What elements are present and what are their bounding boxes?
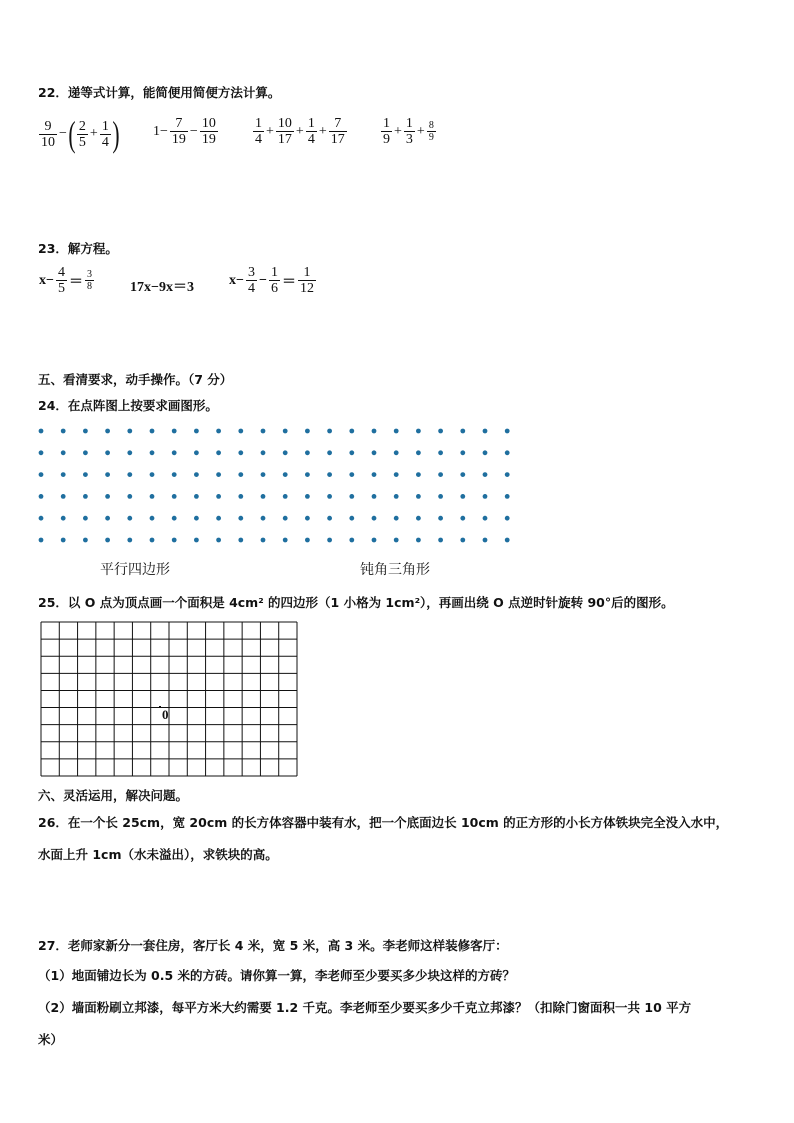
grid-dot	[305, 516, 310, 521]
grid-dot	[127, 516, 132, 521]
grid-dot	[460, 450, 465, 455]
grid-dot	[438, 494, 443, 499]
grid-dot	[394, 516, 399, 521]
grid-dot	[283, 516, 288, 521]
grid-dot	[150, 472, 155, 477]
grid-dot	[172, 450, 177, 455]
grid-dot	[261, 472, 266, 477]
grid-dot	[438, 450, 443, 455]
grid-dot	[127, 450, 132, 455]
grid-dot	[127, 538, 132, 543]
grid-dot	[261, 494, 266, 499]
grid-dot	[105, 472, 110, 477]
grid-dot	[261, 538, 266, 543]
grid-dot	[394, 429, 399, 434]
grid-dot	[372, 494, 377, 499]
q22-expr-2: 1− $\frac{7}{19}$ − $\frac{10}{19}$	[153, 116, 216, 147]
q27-line-4: 米）	[38, 1032, 64, 1047]
grid-dot	[261, 516, 266, 521]
q23-title: 23．解方程。	[38, 241, 118, 256]
q24-title: 24．在点阵图上按要求画图形。	[38, 398, 218, 413]
grid-dot	[39, 494, 44, 499]
grid-dot	[61, 472, 66, 477]
grid-dot	[83, 450, 88, 455]
grid-dot	[394, 472, 399, 477]
grid-dot	[483, 538, 488, 543]
grid-dot	[127, 472, 132, 477]
grid-dot	[438, 472, 443, 477]
grid-dot	[483, 494, 488, 499]
grid-dot	[416, 516, 421, 521]
grid-dot	[194, 450, 199, 455]
grid-dot	[194, 538, 199, 543]
grid-dot	[238, 450, 243, 455]
q25-title: 25．以 O 点为顶点画一个面积是 4cm² 的四边形（1 小格为 1cm²），再画出绕 O 点逆时针旋转 90°后的图形。	[38, 595, 674, 610]
grid-dot	[216, 538, 221, 543]
grid-dot	[372, 472, 377, 477]
grid-dot	[327, 450, 332, 455]
grid-dot	[150, 538, 155, 543]
point-o	[159, 706, 161, 708]
grid-dot	[39, 450, 44, 455]
grid-dot	[61, 494, 66, 499]
grid-dot	[238, 494, 243, 499]
grid-dot	[505, 538, 510, 543]
section-5-heading: 五、看清要求，动手操作。（7 分）	[38, 372, 233, 387]
grid-dot	[61, 429, 66, 434]
grid-dot	[283, 472, 288, 477]
grid-dot	[305, 450, 310, 455]
grid-dot	[483, 429, 488, 434]
grid-dot	[39, 516, 44, 521]
grid-dot	[327, 472, 332, 477]
grid-dot	[349, 516, 354, 521]
grid-dot	[216, 450, 221, 455]
grid-dot	[39, 538, 44, 543]
grid-dot	[105, 429, 110, 434]
grid-dot	[283, 429, 288, 434]
grid-dot	[216, 472, 221, 477]
grid-dot	[172, 472, 177, 477]
grid-dot	[238, 516, 243, 521]
label-obtuse-triangle: 钝角三角形	[360, 562, 430, 578]
grid-dot	[305, 538, 310, 543]
q26-line-2: 水面上升 1cm（水未溢出），求铁块的高。	[38, 847, 278, 862]
grid-dot	[61, 450, 66, 455]
grid-dot	[238, 429, 243, 434]
grid-dot	[61, 538, 66, 543]
grid-dot	[127, 429, 132, 434]
grid-dot	[416, 472, 421, 477]
q22-expr-3: $\frac{1}{4}$ + $\frac{10}{17}$ + $\frac{1}{4}$ + $\frac{7}{17}$	[255, 116, 345, 147]
grid-dot	[483, 516, 488, 521]
grid-dot	[83, 472, 88, 477]
grid-dot	[349, 538, 354, 543]
grid-dot	[460, 472, 465, 477]
grid-dot	[150, 494, 155, 499]
grid-dot	[394, 494, 399, 499]
grid-dot	[438, 538, 443, 543]
grid-dot	[105, 494, 110, 499]
grid-dot	[216, 516, 221, 521]
q22-expr-1: $\frac{9}{10}$ −( $\frac{2}{5}$ + $\frac{1}{4}$ )	[41, 114, 120, 154]
grid-dot	[438, 516, 443, 521]
grid-dot	[416, 538, 421, 543]
grid-dot	[460, 516, 465, 521]
q27-line-1: 27．老师家新分一套住房，客厅长 4 米，宽 5 米，高 3 米。李老师这样装修客厅：	[38, 938, 508, 953]
grid-dot	[505, 516, 510, 521]
grid-dot	[172, 538, 177, 543]
grid-dot	[372, 516, 377, 521]
grid-dot	[372, 429, 377, 434]
grid-dot	[283, 450, 288, 455]
grid-dot	[460, 429, 465, 434]
grid-dot	[394, 450, 399, 455]
grid-dot	[194, 429, 199, 434]
grid-dot	[305, 472, 310, 477]
grid-dot	[349, 494, 354, 499]
dot-matrix	[35, 425, 515, 547]
grid-dot	[505, 429, 510, 434]
q23-eq-2: 17x−9x＝3	[130, 280, 194, 295]
grid-dot	[172, 429, 177, 434]
grid-dot	[505, 450, 510, 455]
grid-dot	[416, 450, 421, 455]
grid-dot	[283, 494, 288, 499]
grid-dot	[327, 516, 332, 521]
grid-dot	[105, 516, 110, 521]
grid-dot	[127, 494, 132, 499]
grid-dot	[460, 538, 465, 543]
grid-dot	[39, 429, 44, 434]
label-parallelogram: 平行四边形	[100, 562, 170, 578]
grid-dot	[194, 516, 199, 521]
grid-dot	[349, 450, 354, 455]
square-grid	[40, 621, 302, 779]
grid-dot	[216, 429, 221, 434]
q27-line-3: （2）墙面粉刷立邦漆，每平方米大约需要 1.2 千克。李老师至少要买多少千克立邦漆？（扣除门窗面积一共 10 平方	[38, 1000, 692, 1015]
grid-dot	[416, 429, 421, 434]
q23-eq-3: x− $\frac{3}{4}$ − $\frac{1}{6}$ ＝ $\frac{1}{12}$	[229, 265, 314, 296]
grid-dot	[505, 472, 510, 477]
grid-dot	[305, 494, 310, 499]
grid-dot	[416, 494, 421, 499]
grid-dot	[238, 538, 243, 543]
grid-dot	[194, 472, 199, 477]
grid-dot	[83, 494, 88, 499]
grid-dot	[150, 516, 155, 521]
grid-dot	[39, 472, 44, 477]
grid-dot	[216, 494, 221, 499]
grid-dot	[83, 538, 88, 543]
grid-dot	[261, 429, 266, 434]
grid-dot	[327, 494, 332, 499]
grid-dot	[83, 516, 88, 521]
grid-dot	[438, 429, 443, 434]
grid-dot	[483, 450, 488, 455]
grid-dot	[172, 516, 177, 521]
grid-dot	[327, 538, 332, 543]
section-6-heading: 六、灵活运用，解决问题。	[38, 788, 189, 803]
grid-dot	[194, 494, 199, 499]
grid-dot	[150, 450, 155, 455]
grid-dot	[349, 472, 354, 477]
grid-dot	[483, 472, 488, 477]
fraction: $\frac{9}{10}$	[41, 118, 55, 150]
grid-dot	[261, 450, 266, 455]
q23-eq-1: x− $\frac{4}{5}$ ＝ $\frac{3}{8}$	[39, 265, 92, 296]
grid-dot	[238, 472, 243, 477]
q22-title: 22．递等式计算，能简便用简便方法计算。	[38, 85, 281, 100]
grid-dot	[105, 450, 110, 455]
grid-dot	[372, 538, 377, 543]
grid-dot	[349, 429, 354, 434]
grid-dot	[394, 538, 399, 543]
q27-line-2: （1）地面铺边长为 0.5 米的方砖。请你算一算，李老师至少要买多少块这样的方砖？	[38, 968, 516, 983]
grid-dot	[172, 494, 177, 499]
grid-dot	[150, 429, 155, 434]
grid-dot	[83, 429, 88, 434]
grid-dot	[460, 494, 465, 499]
grid-dot	[283, 538, 288, 543]
point-o-label: 0	[162, 707, 169, 722]
grid-dot	[327, 429, 332, 434]
q22-expr-4: $\frac{1}{9}$ + $\frac{1}{3}$ + $\frac{8}{9}$	[383, 116, 434, 147]
grid-dot	[305, 429, 310, 434]
grid-dot	[372, 450, 377, 455]
grid-dot	[61, 516, 66, 521]
q26-line-1: 26．在一个长 25cm，宽 20cm 的长方体容器中装有水，把一个底面边长 10cm 的正方形的小长方体铁块完全没入水中，	[38, 815, 729, 830]
grid-dot	[505, 494, 510, 499]
grid-dot	[105, 538, 110, 543]
